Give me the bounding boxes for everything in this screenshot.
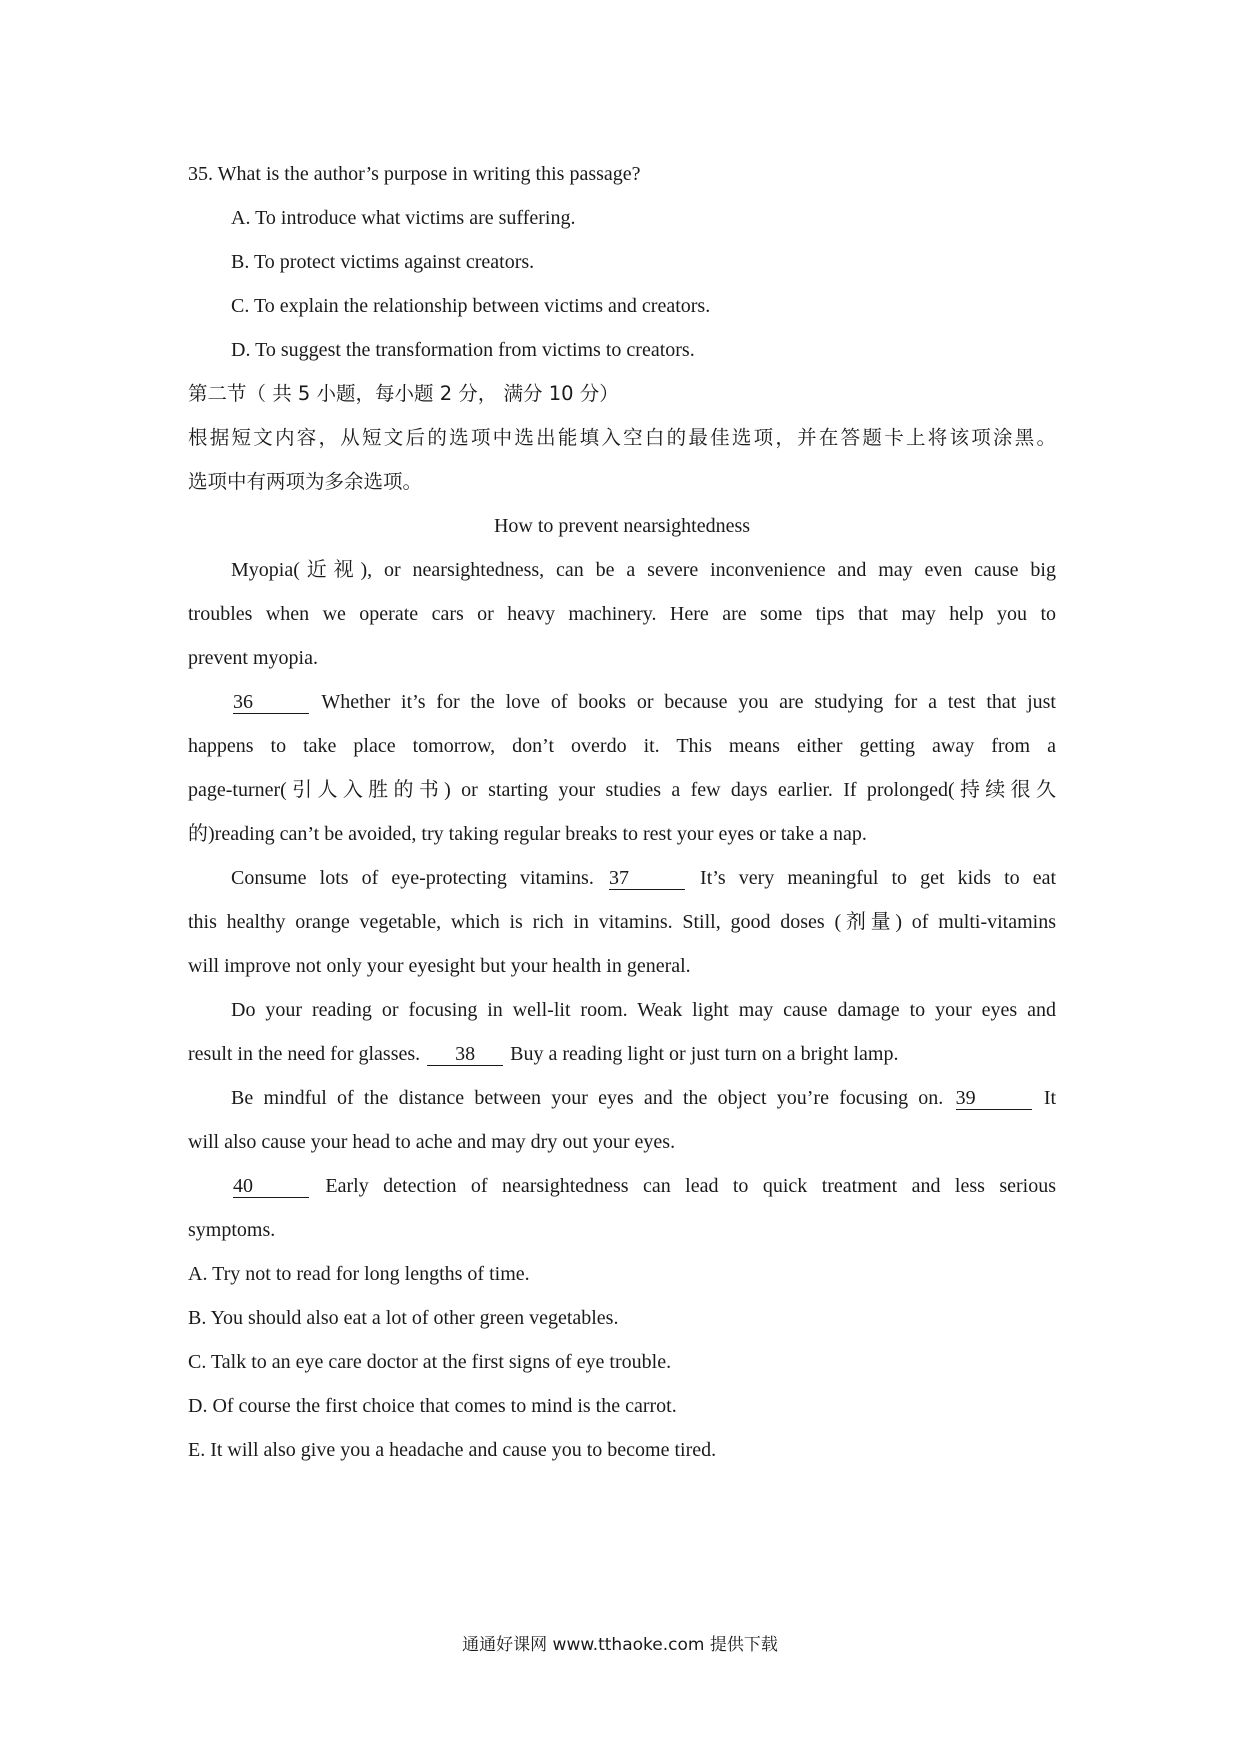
paragraph-6-line-2: symptoms. [188, 1219, 276, 1241]
paragraph-6-line-1-text: Early detection of nearsightedness can lead to quick treatment and less serious [325, 1175, 1057, 1197]
paragraph-3-line-1-after: It’s very meaningful to get kids to eat [700, 867, 1057, 889]
question-35-option-b: B. To protect victims against creators. [231, 251, 535, 273]
paragraph-5-line-2: will also cause your head to ache and may dry out your eyes. [188, 1131, 676, 1153]
choice-e: E. It will also give you a headache and cause you to become tired. [188, 1439, 717, 1461]
passage-title: How to prevent nearsightedness [493, 515, 751, 537]
question-35-option-c: C. To explain the relationship between victims and creators. [231, 295, 711, 317]
paragraph-3-line-1-before: Consume lots of eye-protecting vitamins. [231, 867, 594, 889]
paragraph-1-line-2: troubles when we operate cars or heavy machinery. Here are some tips that may help you to [188, 603, 1056, 625]
paragraph-2-line-1 [231, 688, 1056, 716]
answer-blank-39[interactable]: 39 [956, 1087, 1032, 1110]
paragraph-4-line-2-after: Buy a reading light or just turn on a bright lamp. [510, 1043, 899, 1065]
paragraph-1-line-1: Myopia(近视), or nearsightedness, can be a severe inconvenience and may even cause big [231, 559, 1056, 581]
section-heading: 第二节（ 共 5 小题，每小题 2 分， 满分 10 分） [188, 382, 619, 405]
question-35-option-d: D. To suggest the transformation from victims to creators. [231, 339, 695, 361]
choice-a: A. Try not to read for long lengths of time. [188, 1263, 530, 1285]
section-instruction-line1: 根据短文内容，从短文后的选项中选出能填入空白的最佳选项，并在答题卡上将该项涂黑。 [188, 426, 1056, 449]
paragraph-4-line-1: Do your reading or focusing in well-lit room. Weak light may cause damage to your eyes and [231, 999, 1056, 1021]
paragraph-5-line-1-before: Be mindful of the distance between your eyes and the object you’re focusing on. [231, 1087, 944, 1109]
paragraph-5-line-1 [231, 1084, 1056, 1112]
paragraph-6-line-1 [231, 1172, 1056, 1200]
paragraph-5-line-1-after: It [1043, 1087, 1057, 1109]
choice-c: C. Talk to an eye care doctor at the first signs of eye trouble. [188, 1351, 672, 1373]
question-35-option-a: A. To introduce what victims are suffering. [231, 207, 576, 229]
paragraph-1-line-3: prevent myopia. [188, 647, 318, 669]
choice-b: B. You should also eat a lot of other green vegetables. [188, 1307, 619, 1329]
answer-blank-38[interactable]: 38 [427, 1043, 503, 1066]
paragraph-2-line-1-text: Whether it’s for the love of books or because you are studying for a test that just [321, 691, 1056, 713]
paragraph-2-line-3: page-turner(引人入胜的书) or starting your studies a few days earlier. If prolonged(持续很久 [188, 779, 1056, 801]
paragraph-2-line-4: 的)reading can’t be avoided, try taking regular breaks to rest your eyes or take a nap. [188, 823, 867, 845]
paragraph-4-line-2 [188, 1040, 1056, 1068]
answer-blank-36[interactable]: 36 [233, 691, 309, 714]
paragraph-2-line-2: happens to take place tomorrow, don’t overdo it. This means either getting away from a [188, 735, 1056, 757]
section-instruction-line2: 选项中有两项为多余选项。 [188, 470, 423, 493]
question-35-stem: 35. What is the author’s purpose in writing this passage? [188, 163, 641, 185]
choice-d: D. Of course the first choice that comes to mind is the carrot. [188, 1395, 677, 1417]
paragraph-3-line-3: will improve not only your eyesight but your health in general. [188, 955, 691, 977]
answer-blank-40[interactable]: 40 [233, 1175, 309, 1198]
paragraph-4-line-2-before: result in the need for glasses. [188, 1043, 421, 1065]
paragraph-3-line-1 [231, 864, 1056, 892]
answer-blank-37[interactable]: 37 [609, 867, 685, 890]
paragraph-3-line-2: this healthy orange vegetable, which is rich in vitamins. Still, good doses (剂量) of multi-vitamins [188, 911, 1056, 933]
page-footer: 通通好课网 www.tthaoke.com 提供下载 [462, 1635, 778, 1655]
